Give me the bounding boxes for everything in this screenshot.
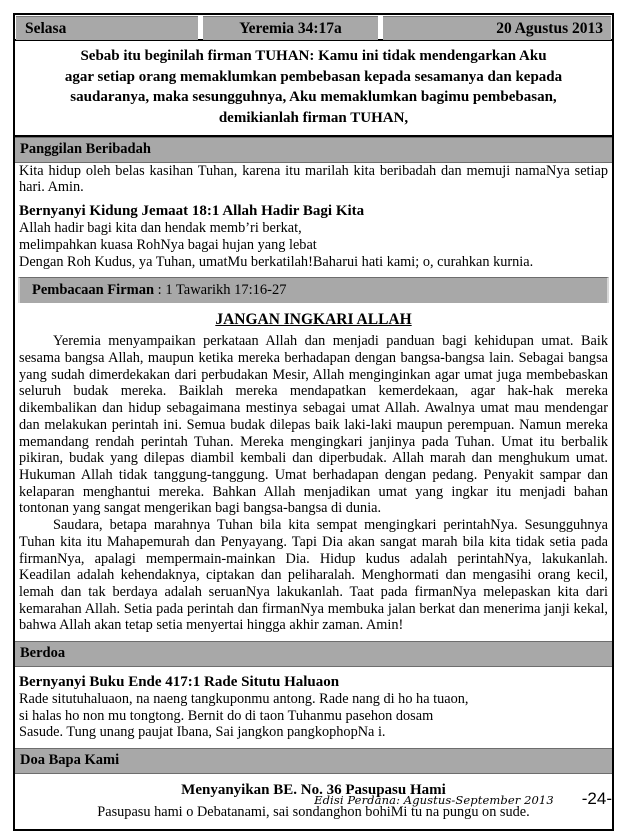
call-to-worship-body: [15, 163, 612, 271]
page-footer: [13, 782, 614, 809]
closing-line: Pasupasu hami o Debatanami, sai sondanghon bohiMi tu na pungu on sude.: [97, 804, 530, 821]
hymn2-body: [15, 667, 612, 742]
call-to-worship-text: Kita hidup oleh belas kasihan Tuhan, karena itu marilah kita beribadah dan memuji namaNya setiap hari. Amin.: [19, 162, 608, 196]
reading-separator: :: [154, 281, 166, 298]
spacer: [15, 741, 612, 748]
bulletin-sheet: [13, 13, 614, 831]
header-scripture-cell: [203, 16, 378, 40]
header-date-label: 20 Agustus 2013: [496, 19, 603, 37]
hymn1-line: melimpahkan kuasa RohNya bagai hujan yang lebat: [19, 236, 317, 253]
sermon-paragraph: Saudara, betapa marahnya Tuhan bila kita sempat mengingkari perintahNya. Sesungguhnya Tuhan kita itu Mahapemurah dan Penyayang. Tapi Dia akan sangat marah bila kita tidak setia pada firmanNya, apalagi mempermain-mainkan Dia. Hidup kudus adalah perintahNya, lakukanlah. Keadilan adalah kehendaknya, ciptakan dan peliharalah. Menghormati dan mengasihi orang kecil, lemah dan tak berdaya adalah seruanNya lakukanlah. Taat pada firmanNya melepaskan kita dari kemarahan Allah. Setia pada perintah dan firmanNya membuka jalan berkat dan menerima janji kekal, bahwa Allah akan tetap setia menyertai hingga akhir zaman. Amin!: [19, 517, 608, 634]
header-day-label: Selasa: [25, 19, 67, 37]
hymn1-line: Dengan Roh Kudus, ya Tuhan, umatMu berkatilah!Baharui hati kami; o, curahkan kurnia.: [19, 253, 534, 270]
verse-line: demikianlah firman TUHAN,: [218, 109, 409, 126]
spacer: [15, 271, 612, 275]
verse-line: Sebab itu beginilah firman TUHAN: Kamu ini tidak mendengarkan Aku: [80, 48, 547, 64]
closing-title: Menyanyikan BE. No. 36 Pasupasu Hami: [181, 781, 446, 798]
verse-block: [15, 41, 612, 137]
hymn2-line: si halas ho non mu tongtong. Bernit do di taon Tuhanmu pasehon dosam: [19, 707, 434, 724]
hymn1-line: Allah hadir bagi kita dan hendak memb’ri berkat,: [19, 220, 302, 237]
section-bar-reading: [18, 277, 609, 304]
verse-line: agar setiap orang memaklumkan pembebasan kepada sesamanya dan kepada: [64, 68, 563, 85]
footer-edition: Edisi Perdana: Agustus-September 2013: [314, 793, 554, 807]
spacer: [15, 634, 612, 641]
footer-page-number: -24-: [581, 789, 612, 808]
section-bar-lords-prayer: Doa Bapa Kami: [15, 748, 612, 774]
sermon-title: JANGAN INGKARI ALLAH: [215, 311, 412, 329]
section-bar-prayer: Berdoa: [15, 641, 612, 667]
hymn2-title: Bernyanyi Buku Ende 417:1 Rade Situtu Haluaon: [19, 673, 340, 690]
reading-label: Pembacaan Firman: [32, 281, 155, 298]
sermon-paragraph: Yeremia menyampaikan perkataan Allah dan menjadi panduan bagi kehidupan umat. Baik sesama bangsa Allah, maupun ketika mereka berhadapan dengan bangsa-bangsa lain. Sebagai bangsa yang sudah dimerdekakan dari perbudakan Mesir, Allah menginginkan agar umat juga membebaskan seluruh budak mereka. Baiklah mereka mendapatkan kemerdekaan, agar hak-hak mereka dikembalikan dan hidup sebagaimana mestinya sebagai umat Allah. Awalnya umat mau mendengar dan melakukan perintah ini. Semua budak dilepas baik laki-laki maupun perempuan. Namun mereka memandang rendah perintah Tuhan. Mereka mengingkari janjinya pada Tuhan. Umat itu berbalik pikiran, budak yang dilepas diambil kembali dan diperbudak. Allah marah dan menghukum umat. Hukuman Allah tidak tanggung-tanggung. Umat berhadapan dengan pedang. Penyakit sampar dan kelaparan menghantui mereka. Bahkan Allah menjadikan umat yang ingkar itu menjadi bahan tontonan yang sangat mengerikan bagi bangsa-bangsa di dunia.: [19, 333, 608, 517]
verse-line: saudaranya, maka sesungguhnya, Aku memaklumkan bagimu pembebasan,: [70, 89, 557, 106]
bulletin-header: [15, 15, 612, 41]
header-scripture-label: Yeremia 34:17a: [239, 19, 342, 37]
hymn1-title: Bernyanyi Kidung Jemaat 18:1 Allah Hadir Bagi Kita: [19, 203, 365, 220]
sermon-body: [15, 305, 612, 634]
section-bar-call-to-worship: Panggilan Beribadah: [15, 137, 612, 163]
reading-value: 1 Tawarikh 17:16-27: [165, 281, 287, 298]
hymn2-line: Sasude. Tung unang paujat Ibana, Sai jangkon pangkophopNa i.: [19, 724, 386, 741]
header-date-cell: [383, 16, 611, 40]
hymn2-line: Rade situtuhaluaon, na naeng tangkuponmu antong. Rade nang di ho ha tuaon,: [19, 690, 469, 707]
header-day-cell: [16, 16, 198, 40]
